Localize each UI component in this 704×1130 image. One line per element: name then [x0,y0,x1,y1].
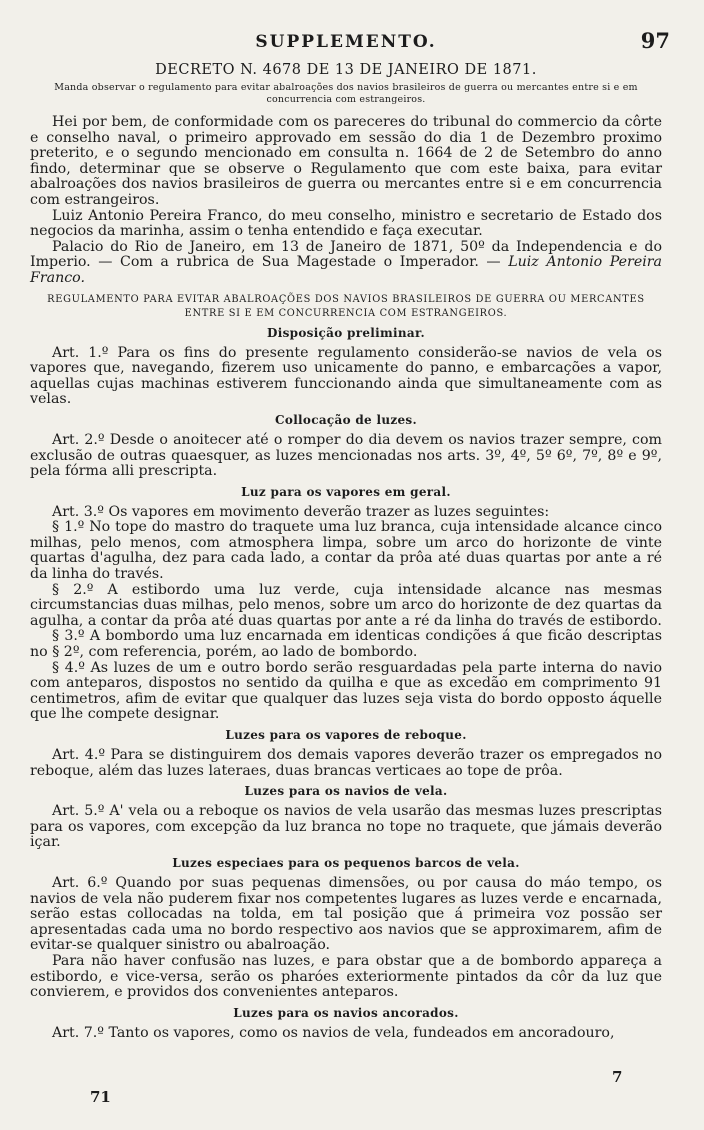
section-title-steamers: Luz para os vapores em geral. [241,484,451,499]
article-1: Art. 1.º Para os fins do presente regulamento considerão-se navios de vela os vapores que, navegando, fizerem uso unicamente do panno, e embarcações a vapor, aquellas cujas machinas estiverem funccionando ainda que simultaneamente com as velas. [30,344,662,408]
section-title-sailing-ships: Luzes para os navios de vela. [244,784,448,799]
decree-title: DECRETO N. 4678 DE 13 DE JANEIRO DE 1871. [155,62,537,78]
article-7: Art. 7.º Tanto os vapores, como os navios de vela, fundeados em ancoradouro, [52,1024,615,1041]
article-3-paragraph-4: § 4.º As luzes de um e outro bordo serão resguardadas pela parte interna do navio com anteparos, dispostos no sentido da quilha e que as excedão em comprimento 91 centimetros, afim de evitar que qualquer das luzes seja vista do bordo opposto áquelle que lhe compete designar. [30,659,662,723]
signature-mark-right: 7 [612,1068,623,1086]
section-title-tugs: Luzes para os vapores de reboque. [225,728,467,742]
regulation-title: REGULAMENTO PARA EVITAR ABALROAÇÕES DOS NAVIOS BRASILEIROS DE GUERRA OU MERCANTES ENTRE SI E EM CONCURRENCIA COM ESTRANGEIROS. [47,293,645,319]
decree-signature: Luiz Antonio Pereira Franco. [30,254,662,286]
decree-summary: Manda observar o regulamento para evitar abalroações dos navios brasileiros de guerra ou mercantes entre si e em concurrencia com estrangeiros. [54,82,638,105]
article-5: Art. 5.º A' vela ou a reboque os navios de vela usarão das mesmas luzes prescriptas para os vapores, com excepção da luz branca no tope no traquete, que jámais deverão içar. [30,803,662,851]
decree-paragraph-3-text: Palacio do Rio de Janeiro, em 13 de Janeiro de 1871, 50º da Independencia e do Imperio. — Com a rubrica de Sua Magestade o Imperador. — [30,238,662,271]
page-header [30,28,670,62]
decree-paragraph-1: Hei por bem, de conformidade com os pareceres do tribunal do commercio da côrte e conselho naval, o primeiro approvado em sessão do dia 1 de Dezembro proximo preterito, e o segundo mencionado em consulta n. 1664 de 2 de Setembro do anno findo, determinar que se observe o Regulamento que com este baixa, para evitar abalroações dos navios brasileiros de guerra ou mercantes entre si e em concurrencia com estrangeiros. [30,114,662,208]
section-title-anchored-ships: Luzes para os navios ancorados. [233,1005,459,1020]
page-footer [0,1068,704,1118]
decree-paragraph-3 [30,240,662,287]
article-3-paragraph-2: § 2.º A estibordo uma luz verde, cuja intensidade alcance nas mesmas circumstancias duas milhas, pelo menos, sobre um arco do horizonte de dez quartas da agulha, a contar da prôa até duas quartas por ante a ré da linha do través de estibordo. [30,581,662,629]
article-3: Art. 3.º Os vapores em movimento deverão trazer as luzes seguintes: [52,503,550,520]
article-3-paragraph-3: § 3.º A bombordo uma luz encarnada em identicas condições á que ficão descriptas no § 2º, com referencia, porém, ao lado de bombordo. [30,628,662,661]
section-title-small-boats: Luzes especiaes para os pequenos barcos de vela. [172,855,520,870]
article-4: Art. 4.º Para se distinguirem dos demais vapores deverão trazer os empregados no reboque, além das luzes lateraes, duas brancas verticaes ao tope de prôa. [30,747,662,779]
running-title: SUPPLEMENTO. [255,32,437,52]
section-title-lights-placement: Collocação de luzes. [275,412,417,427]
article-2: Art. 2.º Desde o anoitecer até o romper do dia devem os navios trazer sempre, com exclusão de outras quaesquer, as luzes mencionadas nos arts. 3º, 4º, 5º 6º, 7º, 8º e 9º, pela fórma alli prescripta. [30,431,662,480]
article-6: Art. 6.º Quando por suas pequenas dimensões, ou por causa do máo tempo, os navios de vela não puderem fixar nos competentes lugares as luzes verde e encarnada, serão estas collocadas na tolda, em tal posição que á primeira voz possão ser apresentadas cada uma no bordo respectivo aos navios que se approximarem, afim de evitar-se qualquer sinistro ou abalroação. [30,874,662,954]
article-6-continued: Para não haver confusão nas luzes, e para obstar que a de bombordo appareça a estibordo, e vice-versa, serão os pharóes exteriormente pintados da côr da luz que convierem, e providos dos convenientes anteparos. [30,952,662,1001]
decree-paragraph-2: Luiz Antonio Pereira Franco, do meu conselho, ministro e secretario de Estado dos negocios da marinha, assim o tenha entendido e faça executar. [30,207,662,240]
article-3-paragraph-1: § 1.º No tope do mastro do traquete uma luz branca, cuja intensidade alcance cinco milhas, pelo menos, com atmosphera limpa, sobre um arco do horizonte de vinte quartas d'agulha, dez para cada lado, a contar da prôa até duas quartas por ante a ré da linha do través. [30,519,662,583]
page-number: 97 [640,28,670,53]
signature-mark-left: 71 [90,1088,111,1106]
section-title-preliminary: Disposição preliminar. [267,325,425,340]
